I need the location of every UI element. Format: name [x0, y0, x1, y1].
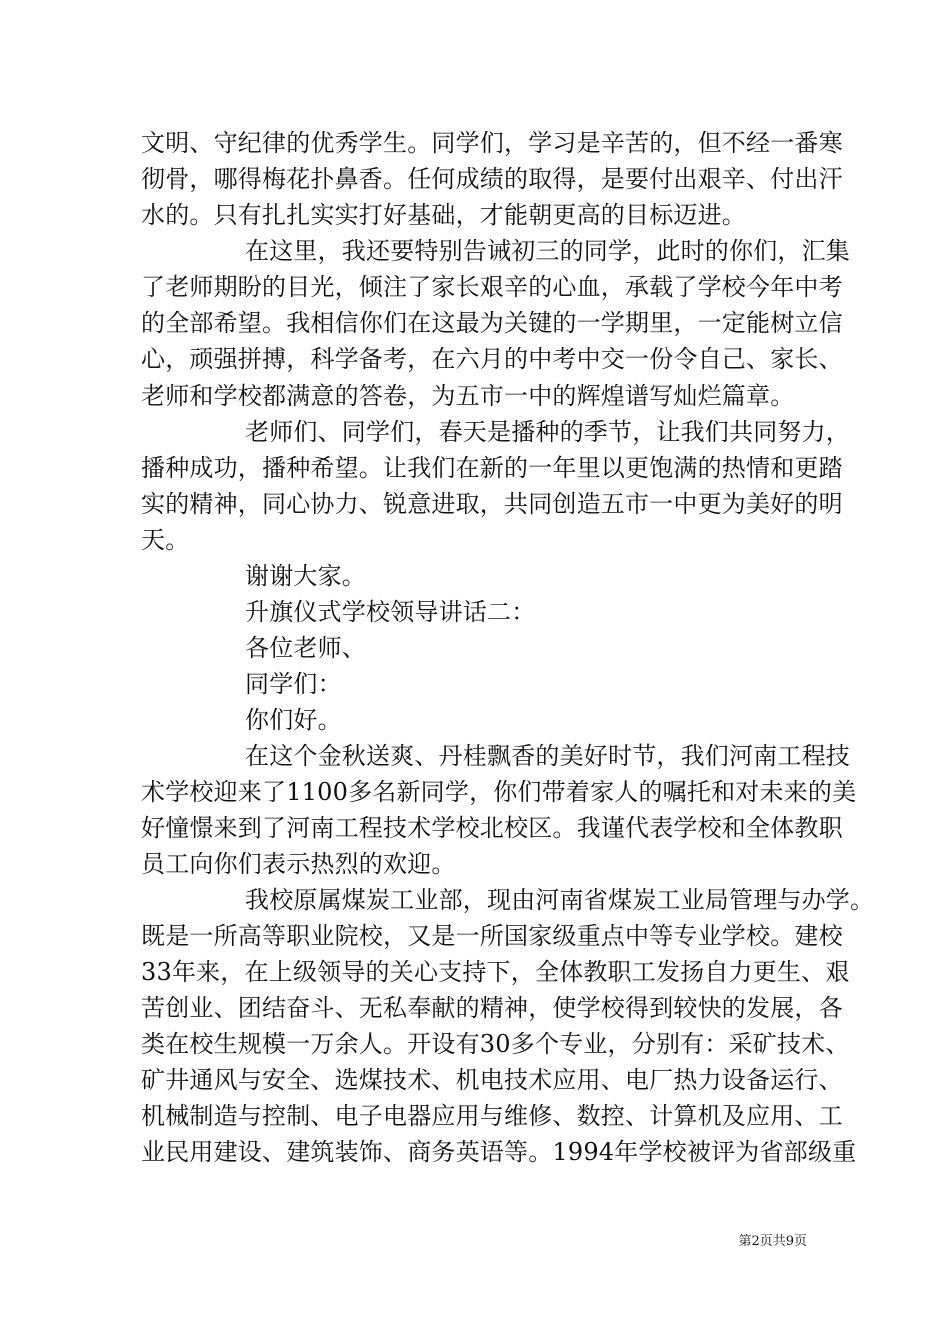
- text-line: 文明、守纪律的优秀学生。同学们，学习是辛苦的，但不经一番寒: [141, 129, 843, 157]
- text-line: 了老师期盼的目光，倾注了家长艰辛的心血，承载了学校今年中考: [141, 273, 843, 301]
- text-line: 既是一所高等职业院校，又是一所国家级重点中等专业学校。建校: [141, 922, 843, 950]
- text-line: 谢谢大家。: [245, 562, 366, 590]
- text-line: 在这里，我还要特别告诫初三的同学，此时的你们，汇集: [245, 237, 850, 265]
- text-line: 老师们、同学们，春天是播种的季节，让我们共同努力，: [245, 418, 850, 446]
- text-line: 播种成功，播种希望。让我们在新的一年里以更饱满的热情和更踏: [141, 454, 843, 482]
- text-line: 心，顽强拼搏，科学备考，在六月的中考中交一份令自己、家长、: [141, 345, 843, 373]
- text-line: 好憧憬来到了河南工程技术学校北校区。我谨代表学校和全体教职: [141, 814, 843, 842]
- text-line: 员工向你们表示热烈的欢迎。: [141, 850, 456, 878]
- text-line: 机械制造与控制、电子电器应用与维修、数控、计算机及应用、工: [141, 1102, 843, 1130]
- text-line: 彻骨，哪得梅花扑鼻香。任何成绩的取得，是要付出艰辛、付出汗: [141, 165, 843, 193]
- text-line: 苦创业、团结奋斗、无私奉献的精神，使学校得到较快的发展，各: [141, 994, 843, 1022]
- text-line: 类在校生规模一万余人。开设有30多个专业，分别有：采矿技术、: [141, 1030, 850, 1058]
- text-line: 33年来，在上级领导的关心支持下，全体教职工发扬自力更生、艰: [141, 958, 850, 986]
- text-line: 水的。只有扎扎实实打好基础，才能朝更高的目标迈进。: [141, 201, 746, 229]
- text-line: 老师和学校都满意的答卷，为五市一中的辉煌谱写灿烂篇章。: [141, 382, 795, 410]
- text-line: 术学校迎来了1100多名新同学，你们带着家人的嘱托和对未来的美: [141, 778, 857, 806]
- salutation: 同学们：: [245, 670, 342, 698]
- text-line: 天。: [141, 526, 190, 554]
- section-heading: 升旗仪式学校领导讲话二：: [245, 598, 536, 626]
- text-line: 矿井通风与安全、选煤技术、机电技术应用、电厂热力设备运行、: [141, 1066, 843, 1094]
- text-line: 的全部希望。我相信你们在这最为关键的一学期里，一定能树立信: [141, 309, 843, 337]
- text-line: 实的精神，同心协力、锐意进取，共同创造五市一中更为美好的明: [141, 490, 843, 518]
- text-line: 在这个金秋送爽、丹桂飘香的美好时节，我们河南工程技: [245, 742, 850, 770]
- text-line: 业民用建设、建筑装饰、商务英语等。1994年学校被评为省部级重: [141, 1138, 857, 1166]
- text-line: 我校原属煤炭工业部，现由河南省煤炭工业局管理与办学。: [245, 886, 875, 914]
- greeting: 你们好。: [245, 706, 342, 734]
- salutation: 各位老师、: [245, 634, 366, 662]
- page-number: 第2页共9页: [738, 1234, 807, 1249]
